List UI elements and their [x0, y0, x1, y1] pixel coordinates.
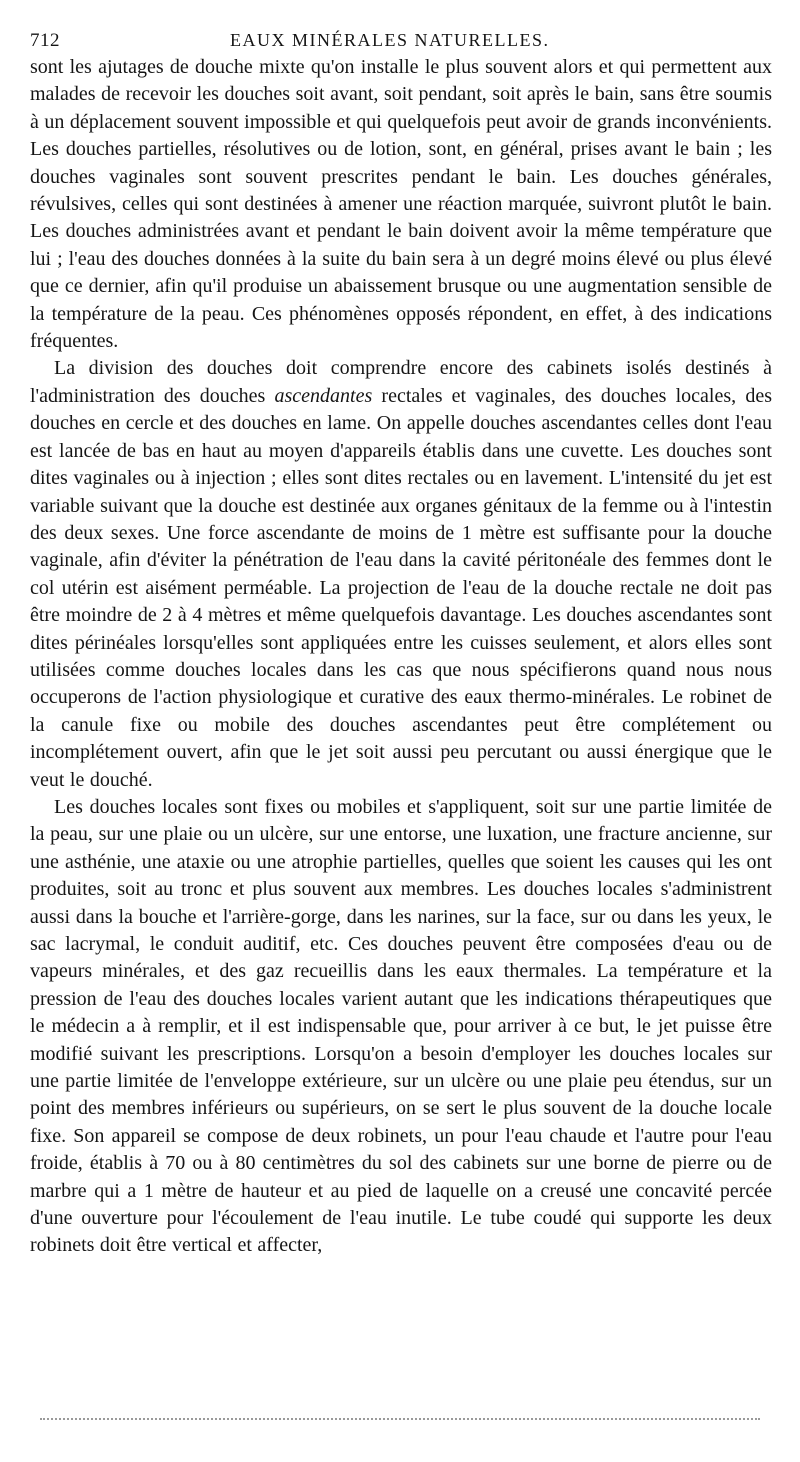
bottom-dotted-rule	[40, 1418, 760, 1420]
paragraph-1: sont les ajutages de douche mixte qu'on installe le plus souvent alors et qui permettent aux malades de recevoir les douches soit avant, soit pendant, soit après le bain, sans être soumis à un déplacement souvent impossible et qui quelquefois peut avoir de grands inconvénients. Les douches partielles, résolutives ou de lotion, sont, en général, prises avant le bain ; les douches vaginales sont souvent prescrites pendant le bain. Les douches générales, révulsives, celles qui sont destinées à amener une réaction marquée, suivront plutôt le bain. Les douches administrées avant et pendant le bain doivent avoir la même température que lui ; l'eau des douches données à la suite du bain sera à un degré moins élevé ou plus élevé que ce dernier, afin qu'il produise un abaissement brusque ou une augmentation sensible de la température de la peau. Ces phénomènes opposés répondent, en effet, à des indications fréquentes.	[30, 56, 772, 353]
document-page	[30, 18, 772, 1260]
paragraph-2	[30, 355, 772, 794]
page-number: 712	[30, 30, 60, 51]
paragraph-3: Les douches locales sont fixes ou mobiles et s'appliquent, soit sur une partie limitée de la peau, sur une plaie ou un ulcère, sur une entorse, une luxation, une fracture ancienne, sur une asthénie, une ataxie ou une atrophie partielles, quelles que soient les causes qui les ont produites, soit au tronc et plus souvent aux membres. Les douches locales s'administrent aussi dans la bouche et l'arrière-gorge, dans les narines, sur la face, sur ou dans les yeux, le sac lacrymal, le conduit auditif, etc. Ces douches peuvent être composées d'eau ou de vapeurs minérales, et des gaz recueillis dans les eaux thermales. La température et la pression de l'eau des douches locales varient autant que les indications thérapeutiques que le médecin a à remplir, et il est indispensable que, pour arriver à ce but, le jet puisse être modifié suivant les prescriptions. Lorsqu'on a besoin d'employer les douches locales sur une partie limitée de l'enveloppe extérieure, sur un ulcère ou une plaie peu étendus, sur un point des membres inférieurs ou supérieurs, on se sert le plus souvent de la douche locale fixe. Son appareil se compose de deux robinets, un pour l'eau chaude et l'autre pour l'eau froide, établis à 70 ou à 80 centimètres du sol des cabinets sur une borne de pierre ou de marbre qui a 1 mètre de hauteur et au pied de laquelle on a creusé une concavité percée d'une ouverture pour l'écoulement de l'eau inutile. Le tube coudé qui supporte les deux robinets doit être vertical et affecter,	[30, 795, 772, 1257]
running-title: EAUX MINÉRALES NATURELLES.	[230, 30, 550, 50]
running-header	[30, 18, 772, 54]
paragraph-2-text-start: La division des douches doit comprendre encore des cabinets isolés destinés à l'administration des douches	[30, 357, 772, 407]
body-text	[30, 54, 772, 1260]
paragraph-2-text-end: rectales et vaginales, des douches locales, des douches en cercle et des douches en lame. On appelle douches ascendantes celles dont l'eau est lancée de bas en haut au moyen d'appareils établis dans une cuvette. Les douches sont dites vaginales ou à injection ; elles sont dites rectales ou en lavement. L'intensité du jet est variable suivant que la douche est destinée aux organes génitaux de la femme ou à l'intestin des deux sexes. Une force ascendante de moins de 1 mètre est suffisante pour la douche vaginale, afin d'éviter la pénétration de l'eau dans la cavité péritonéale des femmes dont le col utérin est aisément perméable. La projection de l'eau de la douche rectale ne doit pas être moindre de 2 à 4 mètres et même quelquefois davantage. Les douches ascendantes sont dites périnéales lorsqu'elles sont appliquées entre les cuisses seulement, et alors elles sont utilisées comme douches locales dans les cas que nous spécifierons quand nous nous occuperons de l'action physiologique et curative des eaux thermo-minérales. Le robinet de la canule fixe ou mobile des douches ascendantes peut être complétement ou incomplétement ouvert, afin que le jet soit aussi peu percutant ou aussi énergique que le veut le douché.	[30, 384, 772, 791]
paragraph-2-emphasis: ascendantes	[274, 384, 373, 407]
